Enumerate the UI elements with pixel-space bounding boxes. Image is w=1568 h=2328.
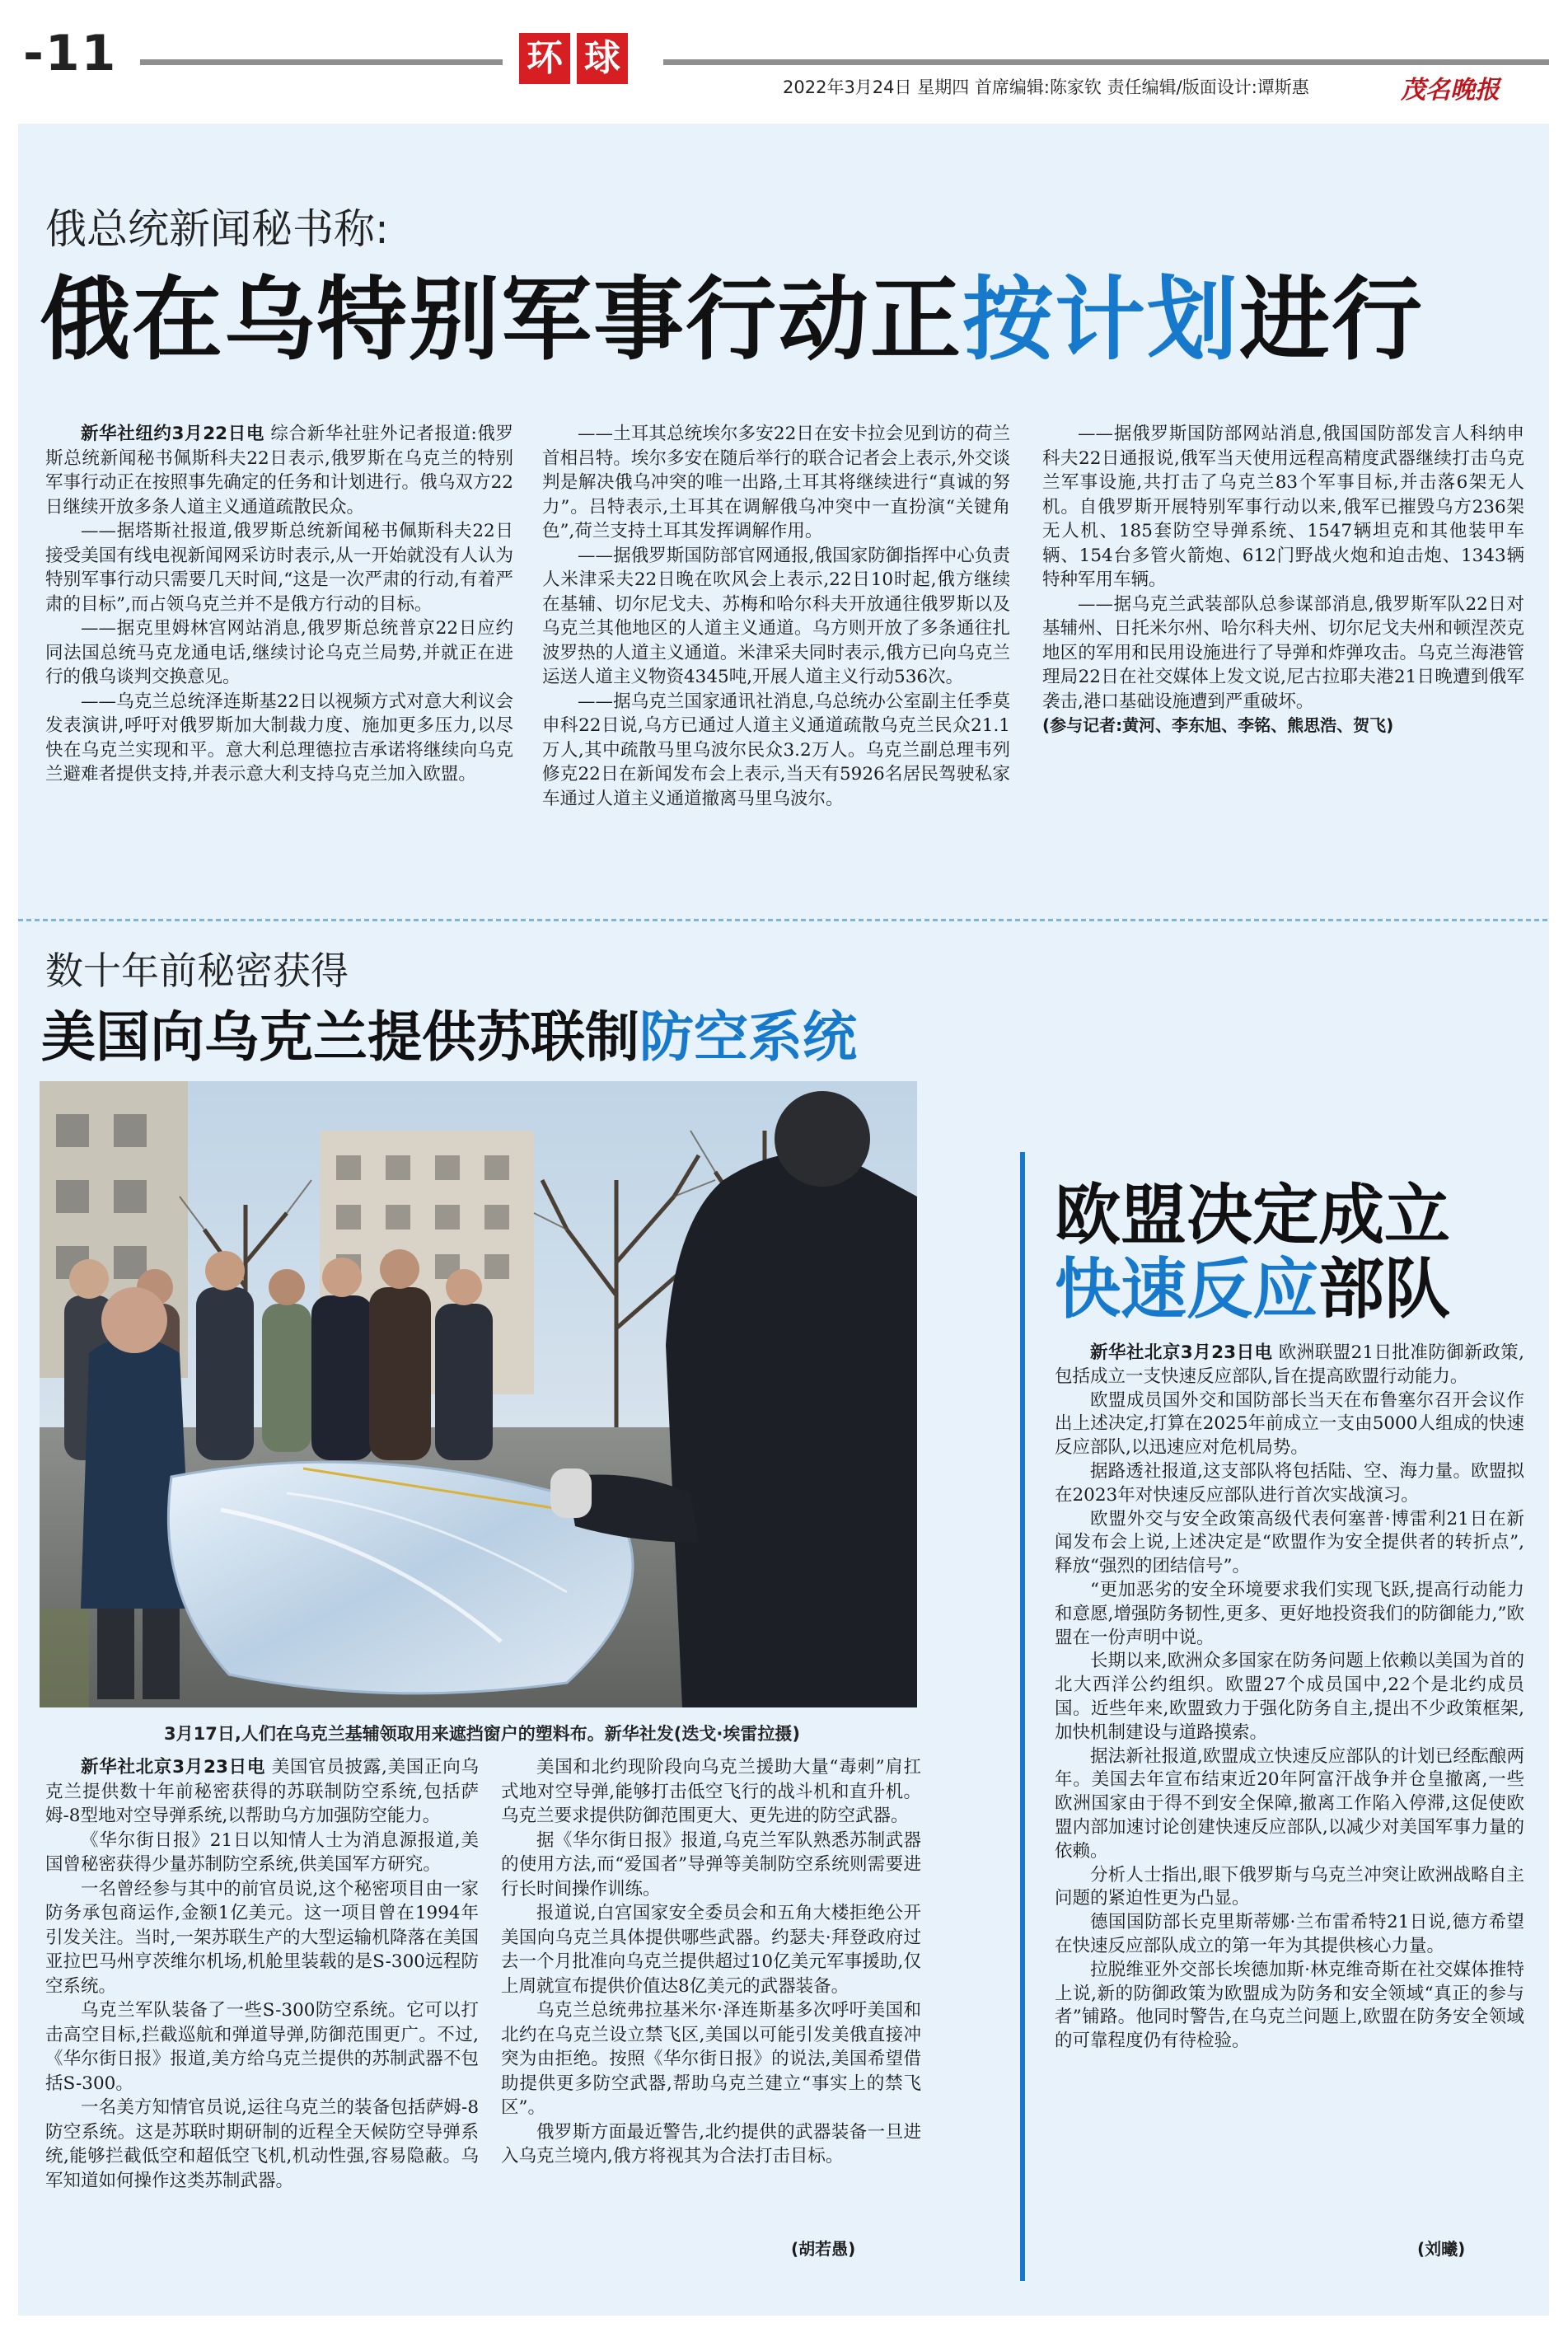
paragraph: ——据塔斯社报道,俄罗斯总统新闻秘书佩斯科夫22日接受美国有线电视新闻网采访时表示,从一开始就没有人认为特别军事行动只需要几天时间,“这是一次严肃的行动,有着严肃的目标”,而占领乌克兰并不是俄方行动的目标。 [45,521,513,615]
article1-column-3 [1042,422,1524,738]
article2-credit: (胡若愚) [791,2239,856,2259]
paragraph: 据《华尔街日报》报道,乌克兰军队熟悉苏制武器的使用方法,而“爱国者”导弹等美制防空系统则需要进行长时间操作训练。 [501,1829,921,1899]
paragraph: 报道说,白宫国家安全委员会和五角大楼拒绝公开美国向乌克兰具体提供哪些武器。约瑟夫·拜登政府过去一个月批准向乌克兰提供超过10亿美元军事援助,仅上周就宣布提供价值达8亿美元的武器装备。 [501,1903,921,1997]
paragraph: 欧盟成员国外交和国防部长当天在布鲁塞尔召开会议作出上述决定,打算在2025年前成立一支由5000人组成的快速反应部队,以迅速应对危机局势。 [1055,1389,1524,1459]
article3-credit: (刘曦) [1417,2239,1466,2259]
newspaper-logo: 茂名晚报 [1401,76,1500,105]
paragraph: 乌克兰总统弗拉基米尔·泽连斯基多次呼吁美国和北约在乌克兰设立禁飞区,美国以可能引发美俄直接冲突为由拒绝。按照《华尔街日报》的说法,美国希望借助提供更多防空武器,帮助乌克兰建立“事实上的禁飞区”。 [501,2000,921,2118]
header-rule [140,59,503,65]
dateline: 新华社纽约3月22日电 [81,424,264,444]
article2-column-2 [501,1755,921,2169]
paragraph: ——据乌克兰武装部队总参谋部消息,俄罗斯军队22日对基辅州、日托米尔州、哈尔科夫州、切尔尼戈夫州和顿涅茨克地区的军用和民用设施进行了导弹和炸弹攻击。乌克兰海港管理局22日在社交媒体上发文说,尼古拉耶夫港21日晚遭到俄军袭击,港口基础设施遭到严重破坏。 [1042,593,1524,712]
issue-info: 2022年3月24日 星期四 首席编辑:陈家钦 责任编辑/版面设计:谭斯惠 [783,77,1309,97]
article1-headline: 俄在乌特别军事行动正按计划进行 [40,267,1424,372]
article2-headline: 美国向乌克兰提供苏联制防空系统 [41,1005,857,1069]
article3-accent-bar [1020,1152,1025,2281]
paragraph: ——据克里姆林宫网站消息,俄罗斯总统普京22日应约同法国总统马克龙通电话,继续讨论乌克兰局势,并就正在进行的俄乌谈判交换意见。 [45,618,513,687]
reporter-credit: (参与记者:黄河、李东旭、李铭、熊思浩、贺飞) [1042,715,1394,735]
page-number: -11 [23,25,118,82]
dateline: 新华社北京3月23日电 [81,1757,266,1778]
article1-kicker: 俄总统新闻秘书称: [45,205,389,253]
article3-headline-line2: 快速反应部队 [1055,1251,1450,1328]
article2-kicker: 数十年前秘密获得 [45,949,349,993]
paragraph: 欧盟外交与安全政策高级代表何塞普·博雷利21日在新闻发布会上说,上述决定是“欧盟作为安全提供者的转折点”,释放“强烈的团结信号”。 [1055,1508,1524,1577]
article1-column-1: 新华社纽约3月22日电 综合新华社驻外记者报道:俄罗斯总统新闻秘书佩斯科夫22日表示,俄罗斯在乌克兰的特别军事行动正在按照事先确定的任务和计划进行。俄乌双方22日继续开放多条人道主义通道疏散民众。 ——据塔斯社报道,俄罗斯总统新闻秘书佩斯科夫22日接受美国有线电视新闻网采访时表示,从一开始就没有人认为特别军事行动只需要几天时间,“这是一次严肃的行动,有着严肃的目标”,而占领乌克兰并不是俄方行动的目标。 ——据克里姆林宫网站消息,俄罗斯总统普京22日应约同法国总统马克龙通电话,继续讨论乌克兰局势,并就正在进行的俄乌谈判交换意见。 ——乌克兰总统泽连斯基22日以视频方式对意大利议会发表演讲,呼吁对俄罗斯加大制裁力度、施加更多压力,以尽快在乌克兰实现和平。意大利总理德拉吉承诺将继续向乌克兰避难者提供支持,并表示意大利支持乌克兰加入欧盟。 [45,422,513,787]
paragraph: 据路透社报道,这支部队将包括陆、空、海力量。欧盟拟在2023年对快速反应部队进行首次实战演习。 [1055,1460,1524,1506]
paragraph: 分析人士指出,眼下俄罗斯与乌克兰冲突让欧洲战略自主问题的紧迫性更为凸显。 [1055,1864,1524,1909]
section-divider [18,919,1549,921]
paragraph: 长期以来,欧洲众多国家在防务问题上依赖以美国为首的北大西洋公约组织。欧盟27个成员国中,22个是北约成员国。近些年来,欧盟致力于强化防务自主,提出不少政策框架,加快机制建设与道路摸索。 [1055,1651,1524,1743]
paragraph: 一名美方知情官员说,运往乌克兰的装备包括萨姆-8防空系统。这是苏联时期研制的近程全天候防空导弹系统,能够拦截低空和超低空飞机,机动性强,容易隐蔽。乌军知道如何操作这类苏制武器。 [45,2097,479,2191]
dateline: 新华社北京3月23日电 [1090,1342,1273,1363]
paragraph: ——乌克兰总统泽连斯基22日以视频方式对意大利议会发表演讲,呼吁对俄罗斯加大制裁力度、施加更多压力,以尽快在乌克兰实现和平。意大利总理德拉吉承诺将继续向乌克兰避难者提供支持,并表示意大利支持乌克兰加入欧盟。 [45,691,513,785]
article3-body: 新华社北京3月23日电 欧洲联盟21日批准防御新政策,包括成立一支快速反应部队,旨在提高欧盟行动能力。 欧盟成员国外交和国防部长当天在布鲁塞尔召开会议作出上述决定,打算在2025年前成立一支由5000人组成的快速反应部队,以迅速应对危机局势。 据路透社报道,这支部队将包括陆、空、海力量。欧盟拟在2023年对快速反应部队进行首次实战演习。 欧盟外交与安全政策高级代表何塞普·博雷利21日在新闻发布会上说,上述决定是“欧盟作为安全提供者的转折点”,释放“强烈的团结信号”。 “更加恶劣的安全环境要求我们实现飞跃,提高行动能力和意愿,增强防务韧性,更多、更好地投资我们的防御能力,”欧盟在一份声明中说。 长期以来,欧洲众多国家在防务问题上依赖以美国为首的北大西洋公约组织。欧盟27个成员国中,22个是北约成员国。近些年来,欧盟致力于强化防务自主,提出不少政策框架,加快机制建设与道路摸索。 据法新社报道,欧盟成立快速反应部队的计划已经酝酿两年。美国去年宣布结束近20年阿富汗战争并仓皇撤离,一些欧洲国家由于得不到安全保障,撤离工作陷入停滞,这促使欧盟内部加速讨论创建快速反应部队,以减少对美国军事力量的依赖。 分析人士指出,眼下俄罗斯与乌克兰冲突让欧洲战略自主问题的紧迫性更为凸显。 德国国防部长克里斯蒂娜·兰布雷希特21日说,德方希望在快速反应部队成立的第一年为其提供核心力量。 拉脱维亚外交部长埃德加斯·林克维奇斯在社交媒体推特上说,新的防御政策为欧盟成为防务和安全领域“真正的参与者”铺路。他同时警告,在乌克兰问题上,欧盟在防务安全领域的可靠程度仍有待检验。 [1055,1342,1524,2054]
paragraph: 德国国防部长克里斯蒂娜·兰布雷希特21日说,德方希望在快速反应部队成立的第一年为其提供核心力量。 [1055,1912,1524,1956]
header-rule [663,59,1549,65]
section-label-char: 环 [519,33,570,84]
paragraph: ——土耳其总统埃尔多安22日在安卡拉会见到访的荷兰首相吕特。埃尔多安在随后举行的联合记者会上表示,外交谈判是解决俄乌冲突的唯一出路,土耳其将继续进行“真诚的努力”。吕特表示,土耳其在调解俄乌冲突中一直扮演“关键角色”,荷兰支持土耳其发挥调解作用。 [542,424,1010,541]
paragraph: 《华尔街日报》21日以知情人士为消息源报道,美国曾秘密获得少量苏制防空系统,供美国军方研究。 [45,1829,479,1875]
paragraph: 据法新社报道,欧盟成立快速反应部队的计划已经酝酿两年。美国去年宣布结束近20年阿富汗战争并仓皇撤离,一些欧洲国家由于得不到安全保障,撤离工作陷入停滞,这促使欧盟内部加速讨论创建快速反应部队,以减少对美国军事力量的依赖。 [1055,1745,1524,1862]
paragraph: 乌克兰军队装备了一些S-300防空系统。它可以打击高空目标,拦截巡航和弹道导弹,防御范围更广。不过,《华尔街日报》报道,美方给乌克兰提供的苏制武器不包括S-300。 [45,2000,479,2094]
paragraph: ——据俄罗斯国防部网站消息,俄国国防部发言人科纳申科夫22日通报说,俄军当天使用远程高精度武器继续打击乌克兰军事设施,共打击了乌克兰83个军事目标,并击落6架无人机。自俄罗斯开展特别军事行动以来,俄军已摧毁乌方236架无人机、185套防空导弹系统、1547辆坦克和其他装甲车辆、154台多管火箭炮、612门野战火炮和迫击炮、1343辆特种军用车辆。 [1042,424,1524,590]
article2-column-1: 新华社北京3月23日电 美国官员披露,美国正向乌克兰提供数十年前秘密获得的苏联制防空系统,包括萨姆-8型地对空导弹系统,以帮助乌方加强防空能力。 《华尔街日报》21日以知情人士为消息源报道,美国曾秘密获得少量苏制防空系统,供美国军方研究。 一名曾经参与其中的前官员说,这个秘密项目由一家防务承包商运作,金额1亿美元。这一项目曾在1994年引发关注。当时,一架苏联生产的大型运输机降落在美国亚拉巴马州亨茨维尔机场,机舱里装载的是S-300远程防空系统。 乌克兰军队装备了一些S-300防空系统。它可以打击高空目标,拦截巡航和弹道导弹,防御范围更广。不过,《华尔街日报》报道,美方给乌克兰提供的苏制武器不包括S-300。 一名美方知情官员说,运往乌克兰的装备包括萨姆-8防空系统。这是苏联时期研制的近程全天候防空导弹系统,能够拦截低空和超低空飞机,机动性强,容易隐蔽。乌军知道如何操作这类苏制武器。 [45,1755,479,2193]
photo-caption: 3月17日,人们在乌克兰基辅领取用来遮挡窗户的塑料布。新华社发(迭戈·埃雷拉摄) [164,1724,800,1744]
paragraph: “更加恶劣的安全环境要求我们实现飞跃,提高行动能力和意愿,增强防务韧性,更多、更好地投资我们的防御能力,”欧盟在一份声明中说。 [1055,1579,1524,1648]
paragraph: 俄罗斯方面最近警告,北约提供的武器装备一旦进入乌克兰境内,俄方将视其为合法打击目标。 [501,2121,921,2166]
article3-headline-line1: 欧盟决定成立 [1055,1177,1450,1253]
paragraph: 美国和北约现阶段向乌克兰援助大量“毒刺”肩扛式地对空导弹,能够打击低空飞行的战斗机和直升机。乌克兰要求提供防御范围更大、更先进的防空武器。 [501,1757,921,1826]
section-label-char: 球 [577,33,628,84]
paragraph: 一名曾经参与其中的前官员说,这个秘密项目由一家防务承包商运作,金额1亿美元。这一项目曾在1994年引发关注。当时,一架苏联生产的大型运输机降落在美国亚拉巴马州亨茨维尔机场,机舱里装载的是S-300远程防空系统。 [45,1878,479,1997]
paragraph: ——据俄罗斯国防部官网通报,俄国家防御指挥中心负责人米津采夫22日晚在吹风会上表示,22日10时起,俄方继续在基辅、切尔尼戈夫、苏梅和哈尔科夫开放通往俄罗斯以及乌克兰其他地区的人道主义通道。乌方则开放了多条通往扎波罗热的人道主义通道。米津采夫同时表示,俄方已向乌克兰运送人道主义物资4345吨,开展人道主义行动536次。 [542,545,1010,687]
article1-column-2 [542,422,1010,811]
paragraph: ——据乌克兰国家通讯社消息,乌总统办公室副主任季莫申科22日说,乌方已通过人道主义通道疏散乌克兰民众21.1万人,其中疏散马里乌波尔民众3.2万人。乌克兰副总理韦列修克22日在新闻发布会上表示,当天有5926名居民驾驶私家车通过人道主义通道撤离马里乌波尔。 [542,691,1010,809]
paragraph: 拉脱维亚外交部长埃德加斯·林克维奇斯在社交媒体推特上说,新的防御政策为欧盟成为防务和安全领域“真正的参与者”铺路。他同时警告,在乌克兰问题上,欧盟在防务安全领域的可靠程度仍有待检验。 [1055,1959,1524,2052]
news-photo [40,1081,917,1707]
